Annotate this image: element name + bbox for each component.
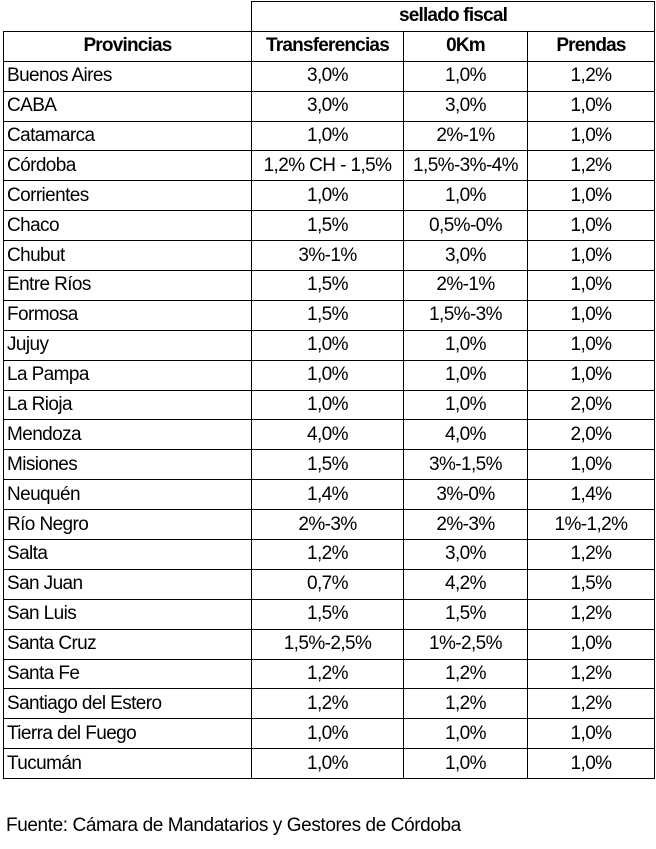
transferencias-cell: 1,0%	[252, 360, 404, 390]
0km-cell: 1,5%-3%-4%	[404, 151, 528, 181]
province-cell: Tierra del Fuego	[4, 719, 252, 749]
province-cell: Salta	[4, 540, 252, 570]
transferencias-cell: 1,2%	[252, 540, 404, 570]
transferencias-cell: 3%-1%	[252, 241, 404, 271]
province-cell: La Rioja	[4, 390, 252, 420]
province-cell: Córdoba	[4, 151, 252, 181]
table-row	[4, 91, 655, 121]
table-row	[4, 450, 655, 480]
province-cell: San Luis	[4, 599, 252, 629]
prendas-cell: 1,0%	[528, 300, 655, 330]
0km-cell: 3%-0%	[404, 480, 528, 510]
table-row	[4, 719, 655, 749]
0km-cell: 2%-1%	[404, 121, 528, 151]
province-cell: Santiago del Estero	[4, 689, 252, 719]
0km-cell: 1,2%	[404, 689, 528, 719]
province-cell: San Juan	[4, 569, 252, 599]
transferencias-cell: 1,0%	[252, 181, 404, 211]
province-cell: CABA	[4, 91, 252, 121]
transferencias-cell: 1,5%	[252, 450, 404, 480]
table-row	[4, 540, 655, 570]
table-row	[4, 330, 655, 360]
transferencias-cell: 1,4%	[252, 480, 404, 510]
table-row	[4, 420, 655, 450]
source-note: Fuente: Cámara de Mandatarios y Gestores de Córdoba	[6, 815, 461, 836]
0km-cell: 1,0%	[404, 61, 528, 91]
0km-cell: 1,0%	[404, 181, 528, 211]
province-cell: Santa Fe	[4, 659, 252, 689]
prendas-cell: 1,2%	[528, 599, 655, 629]
prendas-cell: 1,0%	[528, 181, 655, 211]
table-row	[4, 151, 655, 181]
fiscal-stamp-table	[3, 1, 655, 779]
transferencias-cell: 3,0%	[252, 61, 404, 91]
column-header-0km: 0Km	[404, 31, 528, 61]
province-cell: Misiones	[4, 450, 252, 480]
0km-cell: 1,2%	[404, 659, 528, 689]
transferencias-cell: 1,5%	[252, 300, 404, 330]
0km-cell: 1,0%	[404, 330, 528, 360]
province-cell: Chubut	[4, 241, 252, 271]
transferencias-cell: 1,0%	[252, 330, 404, 360]
province-cell: Entre Ríos	[4, 271, 252, 301]
group-header-row	[4, 2, 655, 32]
transferencias-cell: 1,2%	[252, 689, 404, 719]
table-row	[4, 271, 655, 301]
table-row	[4, 510, 655, 540]
prendas-cell: 1,0%	[528, 450, 655, 480]
empty-corner-cell	[4, 2, 252, 32]
0km-cell: 1,5%	[404, 599, 528, 629]
table-row	[4, 360, 655, 390]
transferencias-cell: 1,5%	[252, 271, 404, 301]
0km-cell: 3%-1,5%	[404, 450, 528, 480]
transferencias-cell: 0,7%	[252, 569, 404, 599]
prendas-cell: 1,2%	[528, 659, 655, 689]
table-row	[4, 121, 655, 151]
transferencias-cell: 1,0%	[252, 390, 404, 420]
column-header-row	[4, 31, 655, 61]
table-row	[4, 689, 655, 719]
prendas-cell: 1,2%	[528, 61, 655, 91]
column-header-transferencias: Transferencias	[252, 31, 404, 61]
transferencias-cell: 1,5%	[252, 599, 404, 629]
prendas-cell: 1,0%	[528, 121, 655, 151]
province-cell: La Pampa	[4, 360, 252, 390]
table-row	[4, 300, 655, 330]
column-header-prendas: Prendas	[528, 31, 655, 61]
prendas-cell: 1,2%	[528, 540, 655, 570]
transferencias-cell: 2%-3%	[252, 510, 404, 540]
province-cell: Neuquén	[4, 480, 252, 510]
0km-cell: 1,0%	[404, 719, 528, 749]
group-header-cell: sellado fiscal	[252, 2, 655, 32]
transferencias-cell: 4,0%	[252, 420, 404, 450]
table-row	[4, 211, 655, 241]
prendas-cell: 1,4%	[528, 480, 655, 510]
table-row	[4, 390, 655, 420]
province-cell: Tucumán	[4, 749, 252, 779]
0km-cell: 1%-2,5%	[404, 629, 528, 659]
province-cell: Buenos Aires	[4, 61, 252, 91]
0km-cell: 3,0%	[404, 540, 528, 570]
province-cell: Río Negro	[4, 510, 252, 540]
province-cell: Jujuy	[4, 330, 252, 360]
prendas-cell: 1,0%	[528, 749, 655, 779]
province-cell: Santa Cruz	[4, 629, 252, 659]
transferencias-cell: 1,0%	[252, 121, 404, 151]
prendas-cell: 1,0%	[528, 91, 655, 121]
prendas-cell: 1,0%	[528, 271, 655, 301]
0km-cell: 4,0%	[404, 420, 528, 450]
0km-cell: 3,0%	[404, 241, 528, 271]
province-cell: Catamarca	[4, 121, 252, 151]
prendas-cell: 1,0%	[528, 330, 655, 360]
province-cell: Corrientes	[4, 181, 252, 211]
table-row	[4, 241, 655, 271]
transferencias-cell: 1,2%	[252, 659, 404, 689]
transferencias-cell: 3,0%	[252, 91, 404, 121]
transferencias-cell: 1,5%-2,5%	[252, 629, 404, 659]
prendas-cell: 1,2%	[528, 151, 655, 181]
0km-cell: 1,0%	[404, 390, 528, 420]
table-row	[4, 599, 655, 629]
transferencias-cell: 1,0%	[252, 719, 404, 749]
0km-cell: 1,5%-3%	[404, 300, 528, 330]
prendas-cell: 1,0%	[528, 629, 655, 659]
prendas-cell: 1,2%	[528, 689, 655, 719]
0km-cell: 2%-1%	[404, 271, 528, 301]
prendas-cell: 1,0%	[528, 211, 655, 241]
prendas-cell: 1,0%	[528, 241, 655, 271]
prendas-cell: 1,0%	[528, 719, 655, 749]
prendas-cell: 1%-1,2%	[528, 510, 655, 540]
transferencias-cell: 1,2% CH - 1,5%	[252, 151, 404, 181]
table-row	[4, 61, 655, 91]
0km-cell: 0,5%-0%	[404, 211, 528, 241]
column-header-provincias: Provincias	[4, 31, 252, 61]
table-row	[4, 569, 655, 599]
table-row	[4, 629, 655, 659]
prendas-cell: 1,5%	[528, 569, 655, 599]
0km-cell: 1,0%	[404, 360, 528, 390]
table-row	[4, 659, 655, 689]
province-cell: Formosa	[4, 300, 252, 330]
table-row	[4, 181, 655, 211]
table-row	[4, 749, 655, 779]
prendas-cell: 2,0%	[528, 390, 655, 420]
province-cell: Chaco	[4, 211, 252, 241]
prendas-cell: 2,0%	[528, 420, 655, 450]
0km-cell: 3,0%	[404, 91, 528, 121]
table-row	[4, 480, 655, 510]
table-body	[4, 61, 655, 778]
transferencias-cell: 1,5%	[252, 211, 404, 241]
0km-cell: 1,0%	[404, 749, 528, 779]
prendas-cell: 1,0%	[528, 360, 655, 390]
province-cell: Mendoza	[4, 420, 252, 450]
transferencias-cell: 1,0%	[252, 749, 404, 779]
0km-cell: 4,2%	[404, 569, 528, 599]
0km-cell: 2%-3%	[404, 510, 528, 540]
